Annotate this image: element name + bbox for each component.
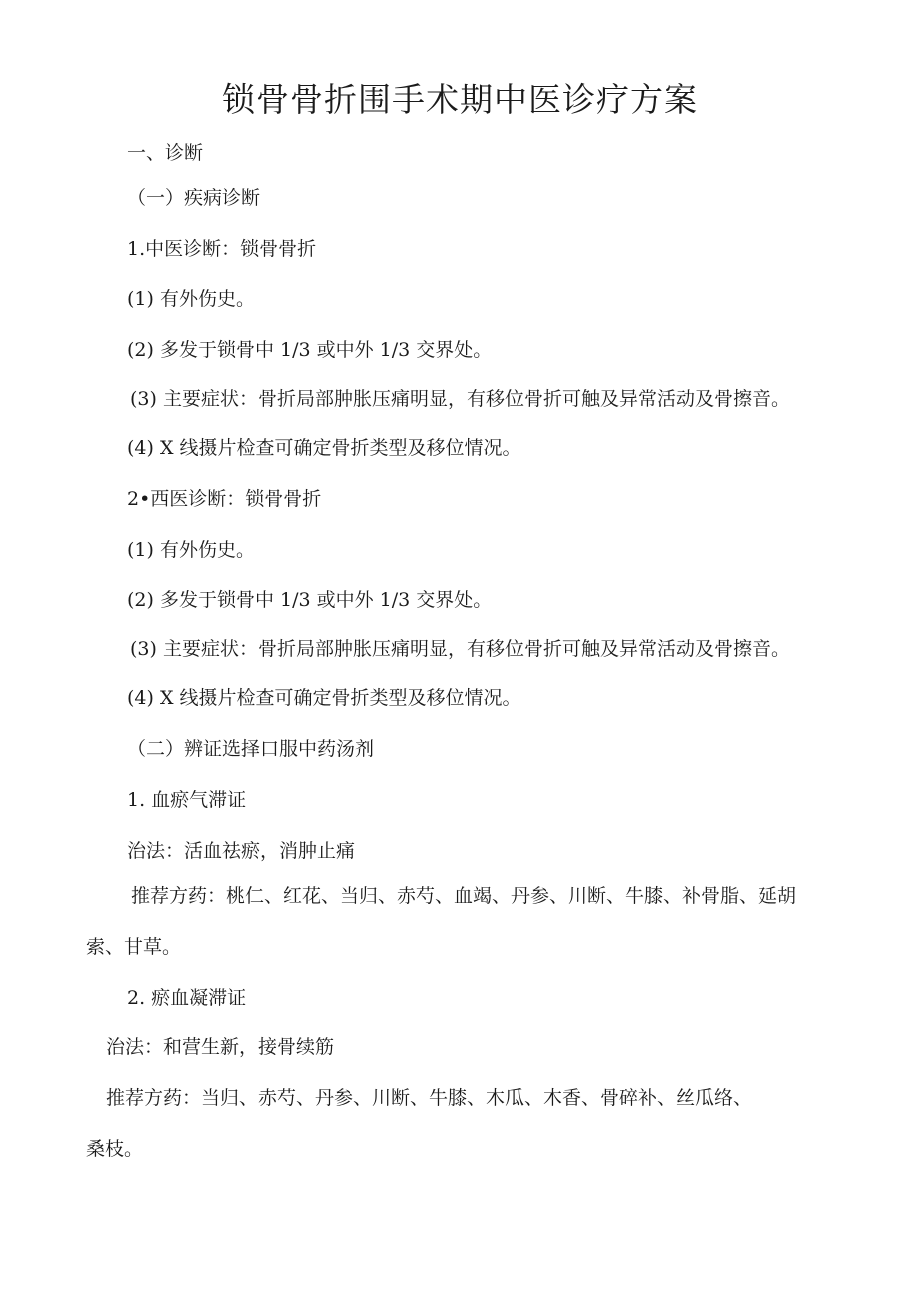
tcm-criterion-1: (1) 有外伤史。 (127, 288, 255, 310)
western-criterion-3: (3) 主要症状：骨折局部肿胀压痛明显，有移位骨折可触及异常活动及骨擦音。 (130, 638, 790, 660)
syndrome-1-prescription: 推荐方药：桃仁、红花、当归、赤芍、血竭、丹参、川断、牛膝、补骨脂、延胡 (131, 885, 797, 907)
western-criterion-1: (1) 有外伤史。 (127, 539, 255, 561)
section-heading-diagnosis: 一、诊断 (127, 142, 204, 164)
tcm-criterion-3: (3) 主要症状：骨折局部肿胀压痛明显，有移位骨折可触及异常活动及骨擦音。 (130, 388, 790, 410)
syndrome-1-treatment: 治法：活血祛瘀，消肿止痛 (127, 840, 356, 862)
syndrome-1-prescription-continued: 索、甘草。 (86, 936, 182, 958)
item-tcm-diagnosis: 1.中医诊断：锁骨骨折 (127, 238, 317, 260)
syndrome-2-heading: 2. 瘀血凝滞证 (127, 987, 247, 1009)
tcm-criterion-4: (4) X 线摄片检查可确定骨折类型及移位情况。 (127, 437, 522, 459)
subsection-heading-syndrome-differentiation: （二）辨证选择口服中药汤剂 (127, 738, 375, 760)
western-criterion-2: (2) 多发于锁骨中 1/3 或中外 1/3 交界处。 (127, 589, 493, 611)
syndrome-1-heading: 1. 血瘀气滞证 (127, 789, 247, 811)
syndrome-2-prescription: 推荐方药：当归、赤芍、丹参、川断、牛膝、木瓜、木香、骨碎补、丝瓜络、 (106, 1087, 753, 1109)
subsection-heading-disease-diagnosis: （一）疾病诊断 (127, 187, 261, 209)
western-criterion-4: (4) X 线摄片检查可确定骨折类型及移位情况。 (127, 687, 522, 709)
syndrome-2-prescription-continued: 桑枝。 (86, 1138, 144, 1160)
tcm-criterion-2: (2) 多发于锁骨中 1/3 或中外 1/3 交界处。 (127, 339, 493, 361)
document-title: 锁骨骨折围手术期中医诊疗方案 (222, 80, 698, 119)
item-western-diagnosis: 2•西医诊断：锁骨骨折 (127, 488, 322, 510)
syndrome-2-treatment: 治法：和营生新，接骨续筋 (106, 1036, 335, 1058)
